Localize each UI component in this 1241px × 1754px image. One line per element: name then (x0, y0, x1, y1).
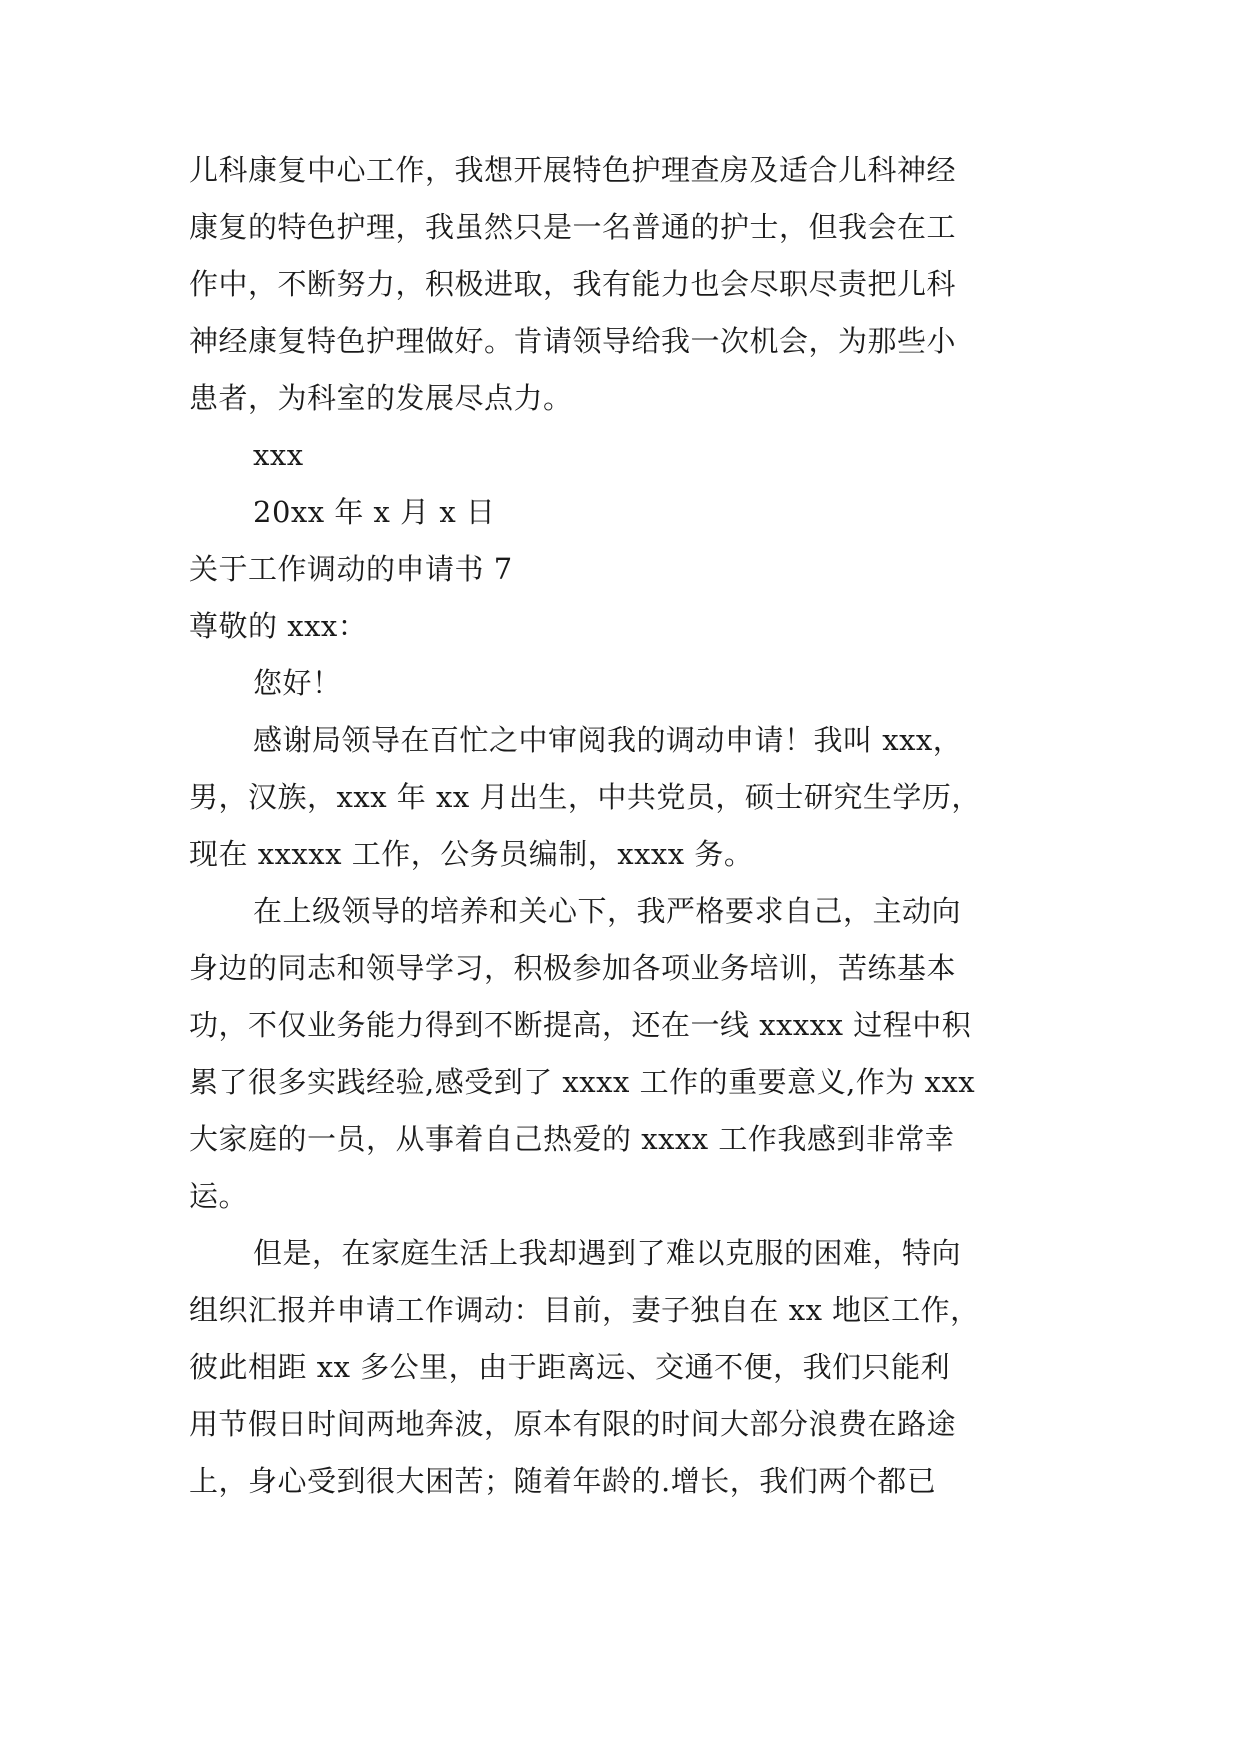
signature-date: 20xx 年 x 月 x 日 (253, 495, 496, 529)
salutation: 尊敬的 xxx： (189, 609, 368, 643)
body-line: 功，不仅业务能力得到不断提高，还在一线 xxxxx 过程中积 (189, 1008, 972, 1042)
body-line: 彼此相距 xx 多公里，由于距离远、交通不便，我们只能利 (189, 1350, 951, 1384)
body-line: 累了很多实践经验,感受到了 xxxx 工作的重要意义,作为 xxx (189, 1065, 976, 1099)
body-line: 运。 (189, 1179, 249, 1213)
section-title: 关于工作调动的申请书 7 (189, 552, 513, 586)
body-line: 作中，不断努力，积极进取，我有能力也会尽职尽责把儿科 (189, 267, 957, 301)
body-line: 身边的同志和领导学习，积极参加各项业务培训，苦练基本 (189, 951, 957, 985)
body-line: 用节假日时间两地奔波，原本有限的时间大部分浪费在路途 (189, 1407, 957, 1441)
body-line: 大家庭的一员，从事着自己热爱的 xxxx 工作我感到非常幸 (189, 1122, 955, 1156)
body-line: 儿科康复中心工作，我想开展特色护理查房及适合儿科神经 (189, 153, 957, 187)
body-line: 组织汇报并申请工作调动：目前，妻子独自在 xx 地区工作， (189, 1293, 980, 1327)
body-line: 但是，在家庭生活上我却遇到了难以克服的困难，特向 (253, 1236, 962, 1270)
body-line: 上，身心受到很大困苦；随着年龄的.增长，我们两个都已 (189, 1464, 937, 1498)
body-line: 康复的特色护理，我虽然只是一名普通的护士，但我会在工 (189, 210, 957, 244)
body-line: 感谢局领导在百忙之中审阅我的调动申请！我叫 xxx， (253, 723, 963, 757)
greeting: 您好！ (253, 666, 342, 700)
body-line: 神经康复特色护理做好。肯请领导给我一次机会，为那些小 (189, 324, 957, 358)
body-line: 现在 xxxxx 工作，公务员编制，xxxx 务。 (189, 837, 754, 871)
signature-name: xxx (253, 438, 304, 472)
body-line: 男，汉族，xxx 年 xx 月出生，中共党员，硕士研究生学历， (189, 780, 981, 814)
body-line: 患者，为科室的发展尽点力。 (189, 381, 573, 415)
body-line: 在上级领导的培养和关心下，我严格要求自己，主动向 (253, 894, 962, 928)
